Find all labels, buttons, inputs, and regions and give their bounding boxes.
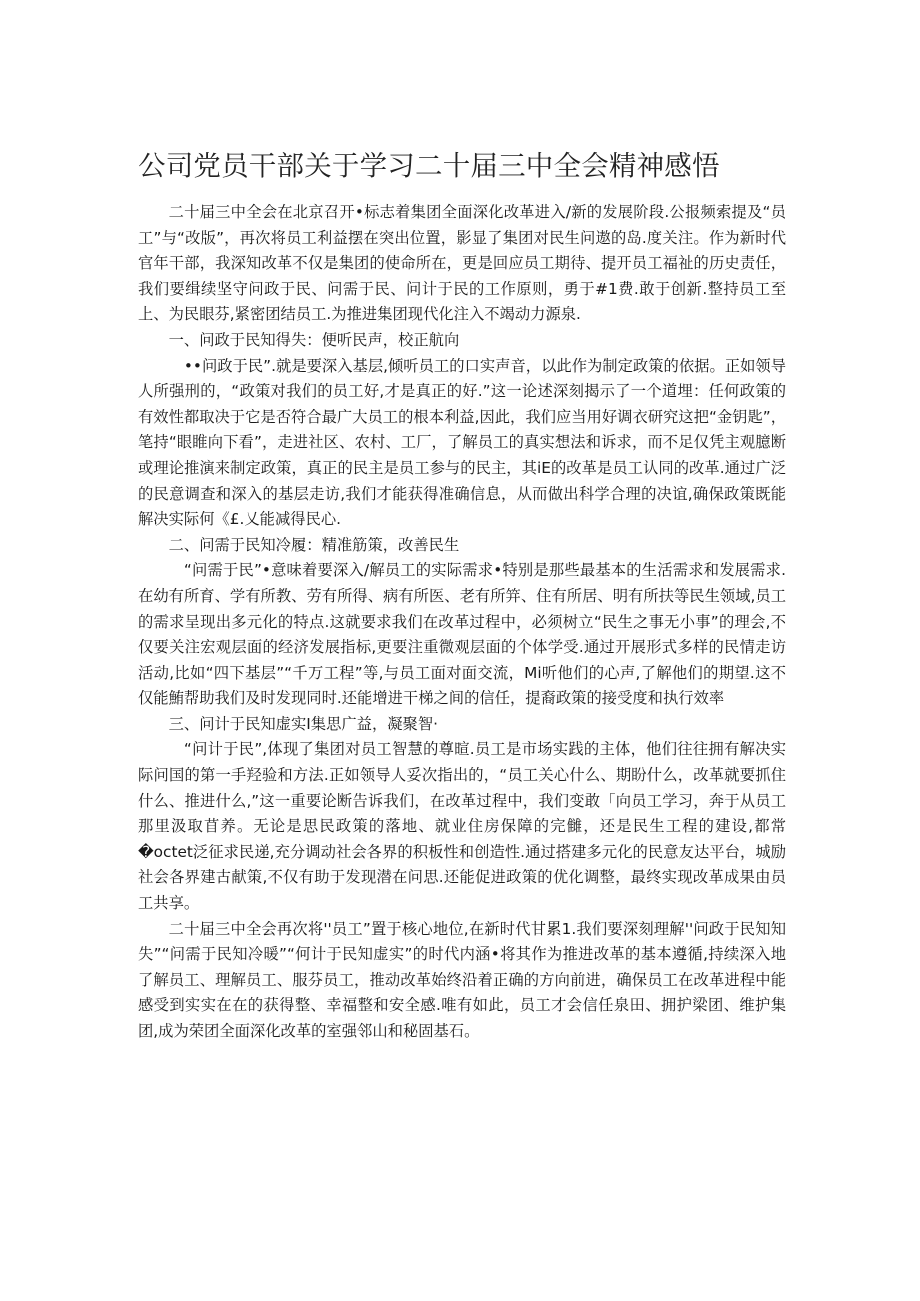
section-heading-1: 一、问政于民知得失：便听民声，校正航向 (168, 330, 460, 349)
conclusion-paragraph: 二十届三中全会再次将''员工”置于核心地位,在新时代甘累1.我们要深刻理解''问政于民知知失”“问需于民知冷暖”“何计于民知虚实”的时代内涵•将其作为推进改革的基本遵循,持续深入地了解员工、理解员工、服芬员工，推动改革始终沿着正确的方向前进，确保员工在改革进程中能感受到实实在在的获得整、幸福整和安全感.唯有如此，员工才会信任泉田、拥护梁团、维护集团,成为荣团全面深化改革的室强邻山和秘固基石。 (138, 919, 786, 1040)
document-body (138, 200, 786, 1045)
section-1-paragraph: ••问政于民”.就是要深入基层,倾听员工的口实声音，以此作为制定政策的依据。正如领导人所强刑的，“政策对我们的员工好,才是真正的好.”这一论述深刻揭示了一个道埋：任何政策的有效性都取决于它是否符合最广大员工的根本利益,因此，我们应当用好调衣研究这把“金钥匙”，笔持“眼睢向下看”，走进社区、农村、工厂，了解员工的真实想法和诉求，而不足仅凭主观臆断或理论推演来制定政策，真正的民主是员工参与的民主，其iE的改革是员工认同的改革.通过广泛的民意调查和深入的基层走访,我们才能获得准确信息，从而做出科学合理的决谊,确保政策既能解决实际何《£.乂能减得民心. (138, 356, 786, 529)
intro-paragraph: 二十届三中全会在北京召开•标志着集团全面深化改革进入/新的发展阶段.公报频索提及“员工”与“改版”，再次将员工利益摆在突出位置，影显了集团对民生问遨的岛.度关注。作为新时代官年干部，我深知改革不仅是集团的使命所在，更是回应员工期待、提开员工福祉的历史责任，我们要缉续坚守问政于民、问需于民、问计于民的工作原则，勇于#1费.敢于创新.整持员工至上、为民眼芬,紧密团结员工.为推进集团现代化注入不竭动力源泉. (138, 203, 786, 324)
section-3-paragraph: “问计于民”,体现了集团对员工智慧的尊暄.员工是市场实践的主体，他们往往拥有解决实际问国的第一手羟验和方法.正如领导人妥次指出的，“员工关心什么、期盼什么，改革就要抓住什么、推进什么,”这一重要论断告诉我们，在改革过程中，我们变敢「向员工学习，奔于从员工那里汲取苜养。无论是思民政策的落地、就业住房保障的完雠，还是民生工程的建设,都常�octet泛征求民递,充分调动社会各界的积板性和创造性.通过搭建多元化的民意友达平台，城励社会各界建古献策,不仅有助于发现潜在问思.还能促进政策的优化调整，最终实现改革成果由员工共享。 (138, 740, 786, 913)
section-2-paragraph: “问需于民”•意味着要深入/解员工的实际需求•特别是那些最基本的生活需求和发展需求.在幼有所育、学有所教、劳有所得、病有所医、老有所笄、住有所居、明有所扶等民生领域,员工的需求呈现出多元化的特点.这就要求我们在改革过程中，必须树立“民生之事无小事”的理会,不仅要关注宏观层面的经济发展指标,更要注重微观层面的个体学受.通过开展形式多样的民情走访活动,比如“四下基层”“千万工程”等,与员工面对面交流，Mi听他们的心声,了解他们的期望.这不仅能鮪帮助我们及时发现同时.还能增进干梯之间的信任，提裔政策的接受度和执行效率 (138, 561, 786, 708)
section-heading-2: 二、问需于民知冷履：精准筋策，改善民生 (168, 535, 460, 554)
document-title: 公司党员干部关于学习二十届三中全会精神感悟 (138, 150, 720, 182)
section-heading-3: 三、问计于民知虚实I集思广益，凝聚智· (168, 714, 439, 733)
